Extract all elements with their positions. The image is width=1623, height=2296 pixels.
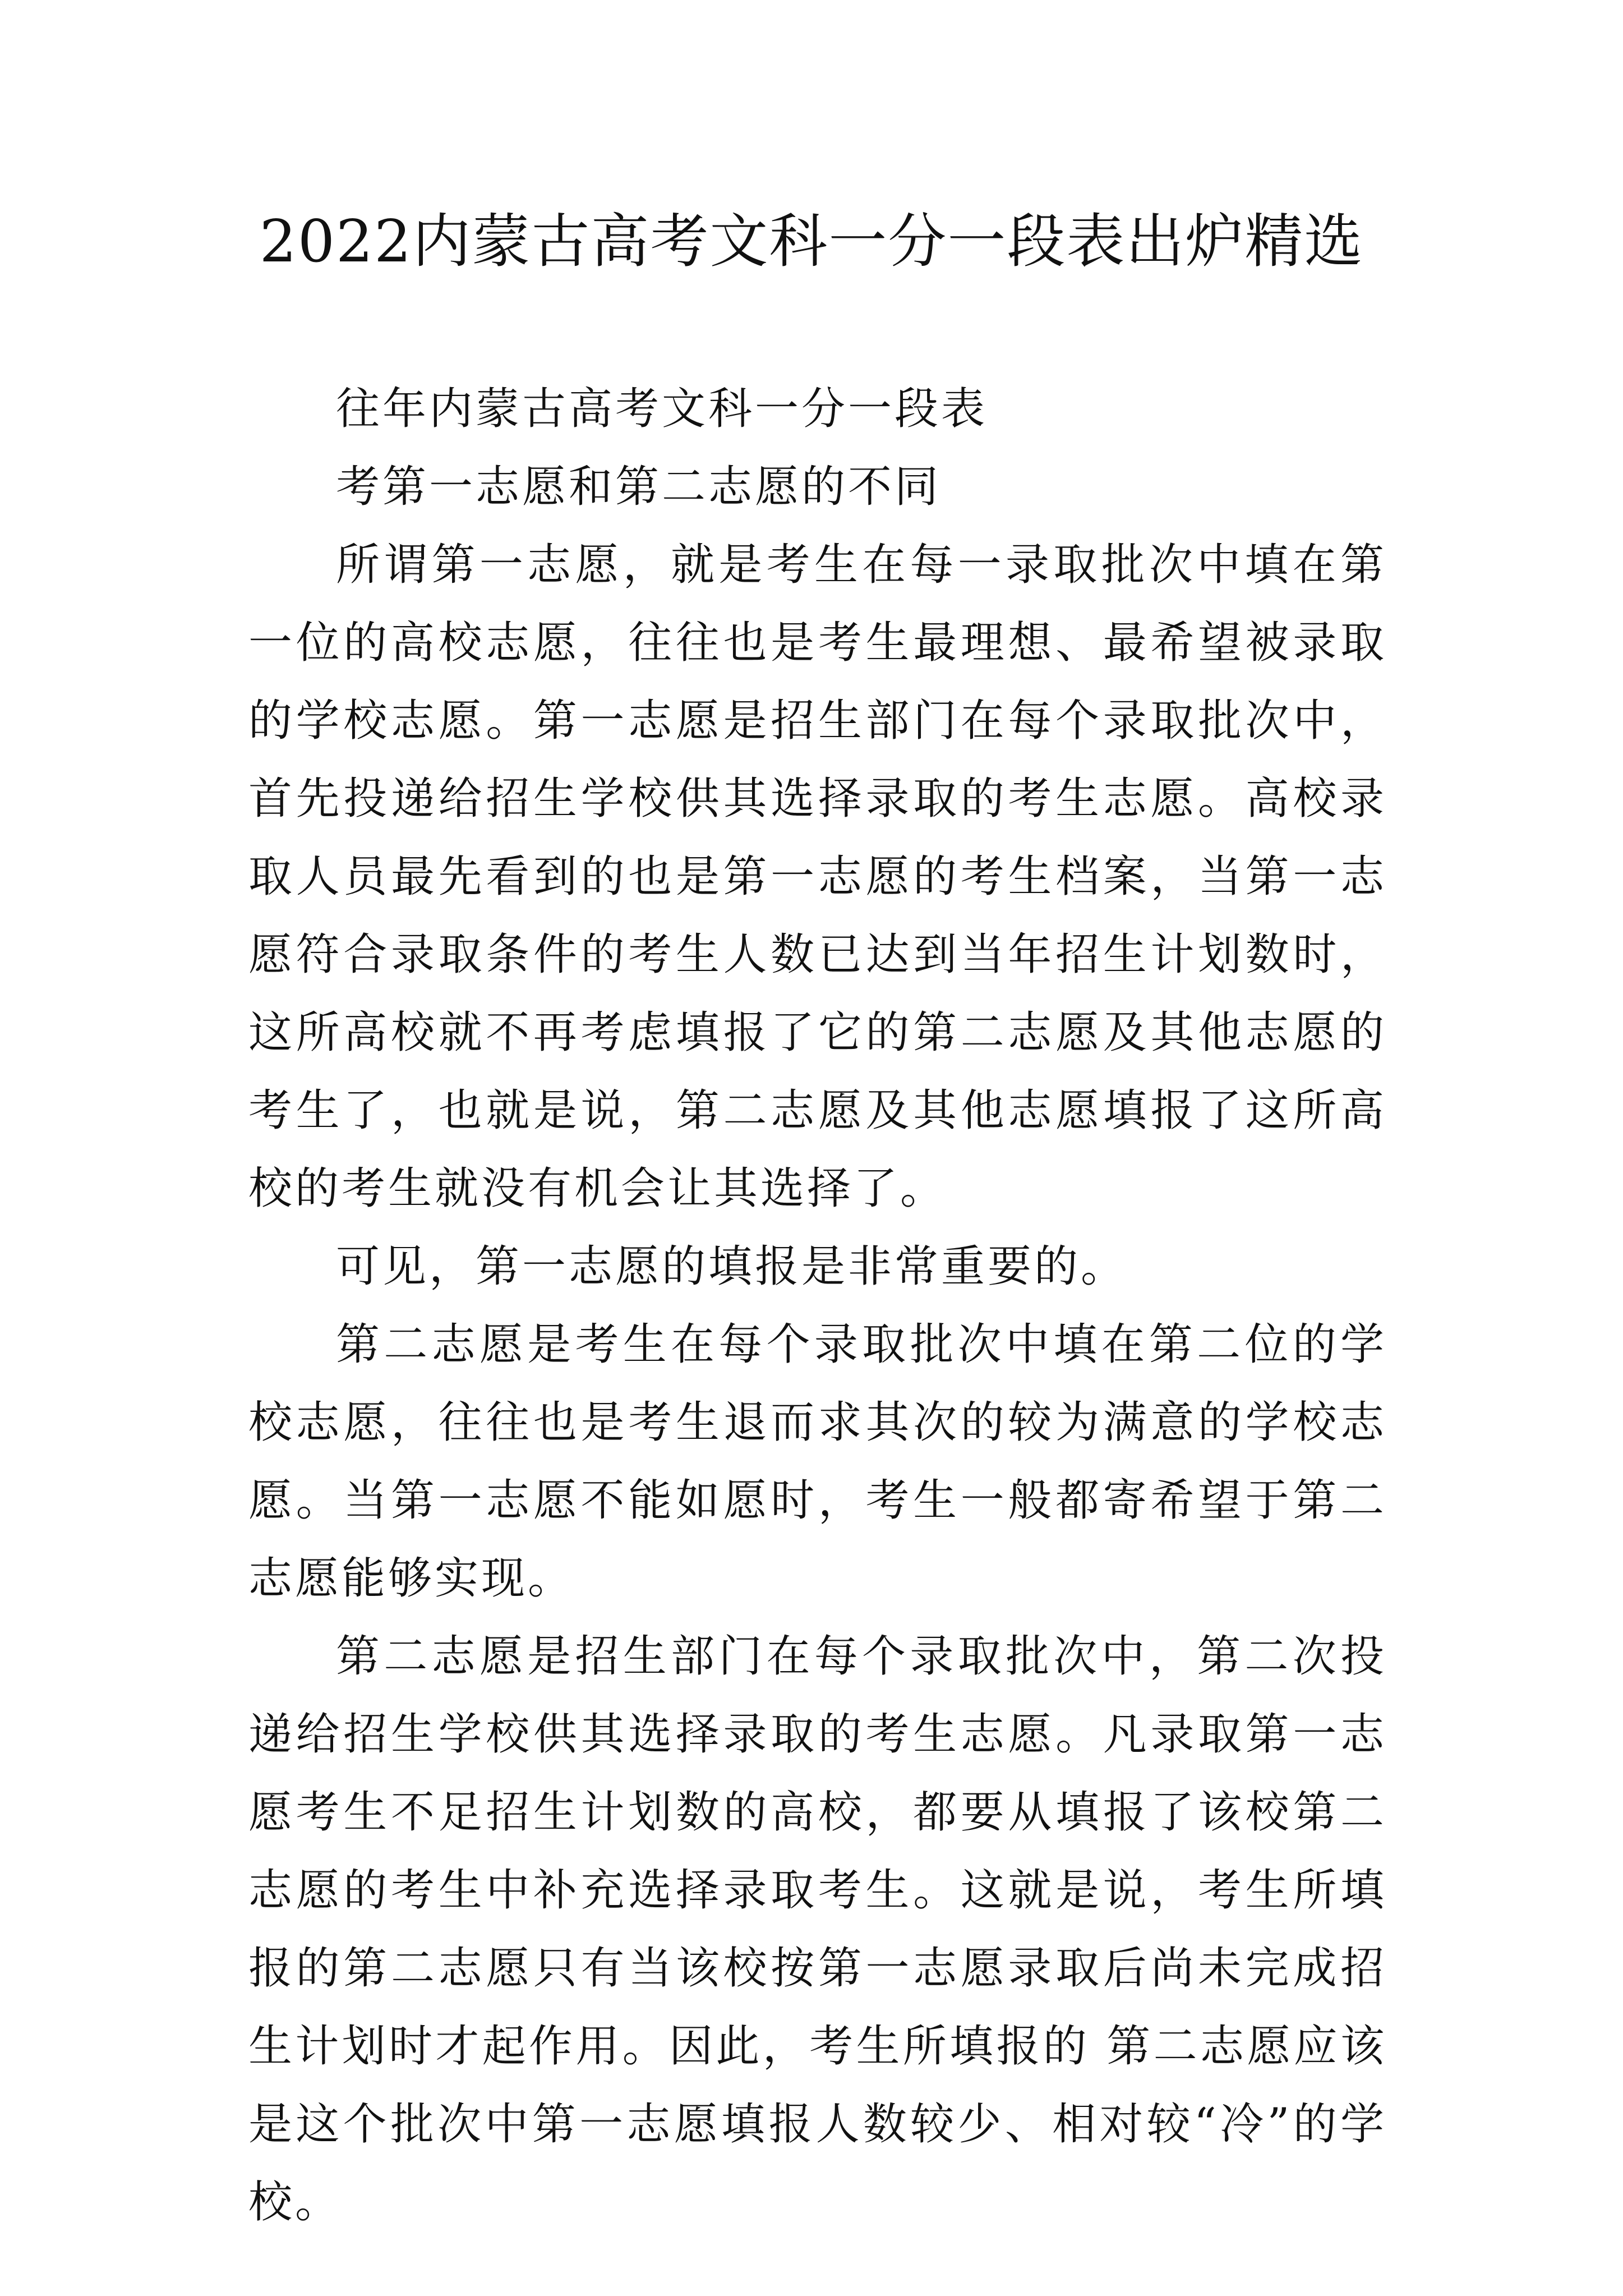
paragraph-second-choice-delivery: 第二志愿是招生部门在每个录取批次中，第二次投递给招生学校供其选择录取的考生志愿。凡录取第一志愿考生不足招生计划数的高校，都要从填报了该校第二志愿的考生中补充选择录取考生。这就是说，考生所填报的第二志愿只有当该校按第一志愿录取后尚未完成招生计划时才起作用。因此，考生所填报的 第二志愿应该是这个批次中第一志愿填报人数较少、相对较“冷”的学校。 xyxy=(248,1631,1387,2228)
paragraph-subheading-1: 往年内蒙古高考文科一分一段表 xyxy=(336,384,988,434)
document-body xyxy=(248,370,1387,2242)
document-title: 2022内蒙古高考文科一分一段表出炉精选 xyxy=(259,207,1364,275)
paragraph-second-choice: 第二志愿是考生在每个录取批次中填在第二位的学校志愿，往往也是考生退而求其次的较为满意的学校志愿。当第一志愿不能如愿时，考生一般都寄希望于第二志愿能够实现。 xyxy=(248,1319,1387,1604)
paragraph-first-choice: 所谓第一志愿，就是考生在每一录取批次中填在第一位的高校志愿，往往也是考生最理想、最希望被录取的学校志愿。第一志愿是招生部门在每个录取批次中，首先投递给招生学校供其选择录取的考生志愿。高校录取人员最先看到的也是第一志愿的考生档案，当第一志愿符合录取条件的考生人数已达到当年招生计划数时，这所高校就不再考虑填报了它的第二志愿及其他志愿的考生了，也就是说，第二志愿及其他志愿填报了这所高校的考生就没有机会让其选择了。 xyxy=(248,540,1387,1214)
paragraph-subheading-2: 考第一志愿和第二志愿的不同 xyxy=(336,462,942,512)
paragraph-importance: 可见，第一志愿的填报是非常重要的。 xyxy=(336,1241,1128,1292)
